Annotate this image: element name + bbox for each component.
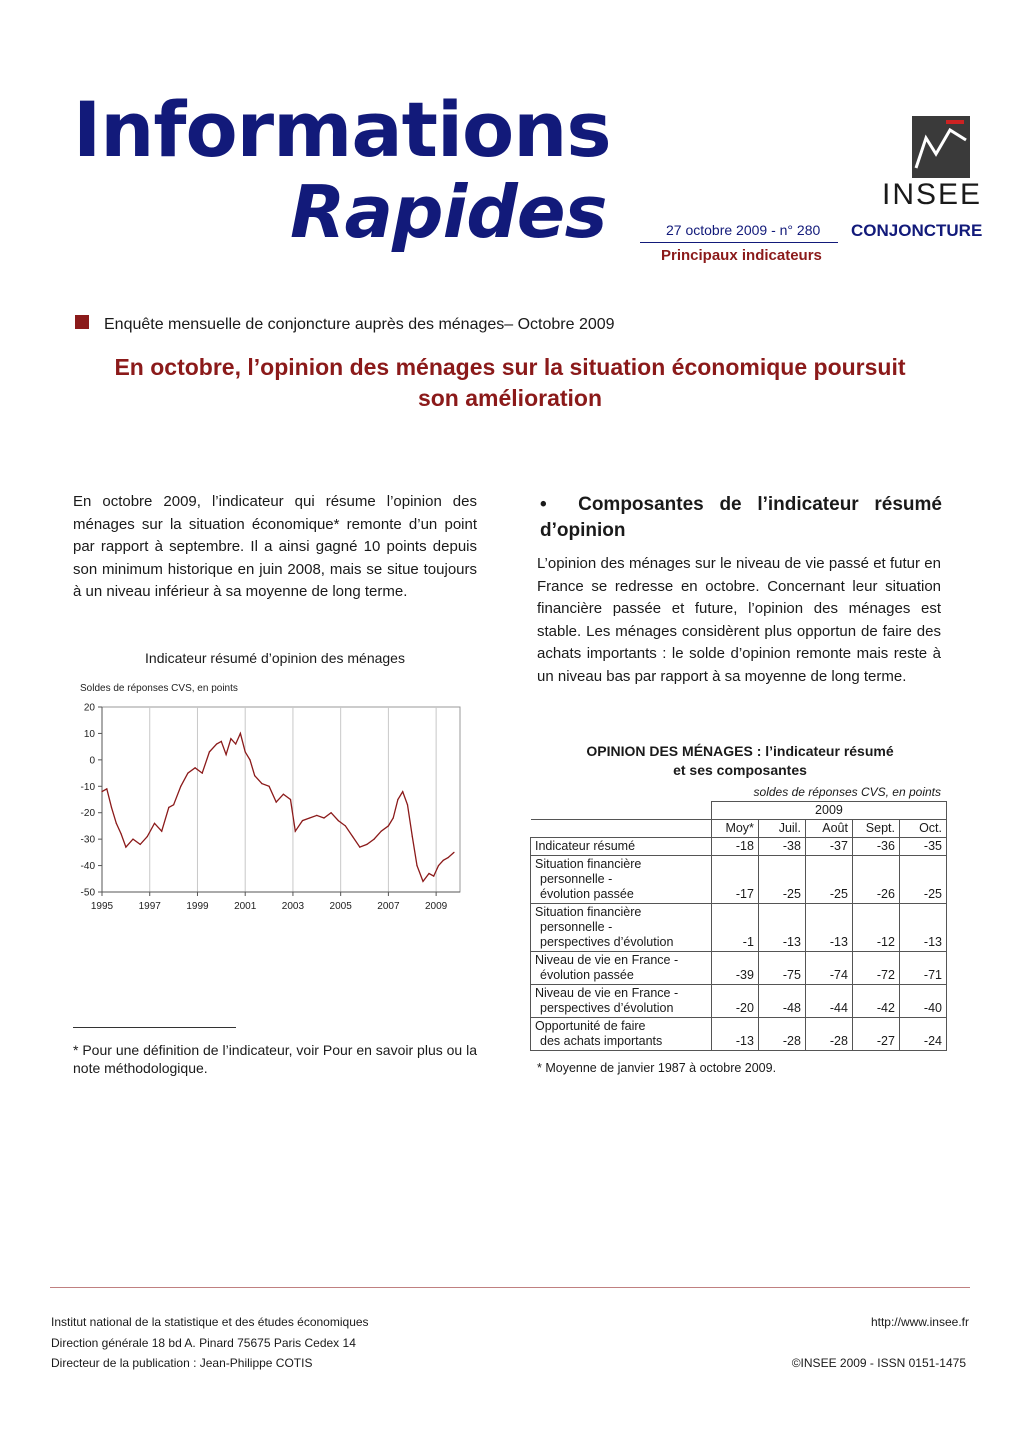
row-label-line: Situation financière <box>535 905 642 919</box>
series-label: Principaux indicateurs <box>661 247 822 264</box>
table-cell: -75 <box>758 952 805 985</box>
y-tick-label: -10 <box>80 781 95 793</box>
data-point <box>254 775 255 776</box>
data-point <box>412 836 413 837</box>
data-point <box>374 839 375 840</box>
table-cell: -28 <box>805 1018 852 1051</box>
table-row <box>531 985 947 1018</box>
data-point <box>235 743 236 744</box>
line-chart <box>70 678 470 918</box>
y-tick-label: 10 <box>83 728 95 740</box>
bullet-icon: • <box>540 494 579 515</box>
table-cell: -24 <box>899 1018 946 1051</box>
square-bullet-icon <box>75 315 89 329</box>
footer-address: Direction générale 18 bd A. Pinard 75675 Paris Cedex 14 <box>51 1336 356 1350</box>
footer-rule <box>50 1287 970 1288</box>
data-point <box>245 751 246 752</box>
data-point <box>290 799 291 800</box>
data-table <box>530 801 947 1051</box>
data-point <box>132 839 133 840</box>
footer-director: Directeur de la publication : Jean-Philippe COTIS <box>51 1356 313 1370</box>
row-label-line: Situation financière <box>535 857 642 871</box>
x-tick-label: 2001 <box>234 901 257 912</box>
table-cell: -17 <box>711 856 758 904</box>
row-label <box>531 952 712 985</box>
data-point <box>209 751 210 752</box>
data-point <box>195 767 196 768</box>
chart-title: Indicateur résumé d’opinion des ménages <box>145 650 405 666</box>
table-cell: -12 <box>852 904 899 952</box>
table-corner <box>531 820 712 838</box>
data-point <box>261 783 262 784</box>
footnote-rule <box>73 1027 236 1028</box>
col-header: Oct. <box>899 820 946 838</box>
table-note: * Moyenne de janvier 1987 à octobre 2009. <box>537 1061 777 1075</box>
data-point <box>226 754 227 755</box>
data-point <box>106 788 107 789</box>
intro-paragraph: En octobre 2009, l’indicateur qui résume l’opinion des ménages sur la situation économique* remonte d’un point par rapport à septembre. Il a ainsi gagné 10 points depuis son minimum historique en juin 2008, mais se situe toujours à un niveau inférieur à sa moyenne de long terme. <box>73 493 477 600</box>
y-tick-label: 0 <box>89 755 95 767</box>
table-cell: -13 <box>899 904 946 952</box>
survey-line: Enquête mensuelle de conjoncture auprès des ménages– Octobre 2009 <box>104 316 615 333</box>
data-point <box>359 847 360 848</box>
data-point <box>147 836 148 837</box>
insee-logo-icon <box>912 116 970 178</box>
row-label-line: des achats importants <box>540 1034 663 1048</box>
table-row <box>531 856 947 904</box>
data-point <box>121 833 122 834</box>
table-cell: -38 <box>758 838 805 856</box>
data-point <box>393 817 394 818</box>
y-tick-label: -50 <box>80 887 95 899</box>
table-row <box>531 952 947 985</box>
data-point <box>154 823 155 824</box>
footer-institute: Institut national de la statistique et des études économiques <box>51 1315 369 1329</box>
data-point <box>428 873 429 874</box>
row-label-line: évolution passée <box>540 968 634 982</box>
data-point <box>221 741 222 742</box>
table-cell: -44 <box>805 985 852 1018</box>
table-header-row <box>531 820 947 838</box>
data-point <box>448 857 449 858</box>
data-point <box>230 738 231 739</box>
table-cell: -13 <box>758 904 805 952</box>
table-cell: -74 <box>805 952 852 985</box>
table-cell: -27 <box>852 1018 899 1051</box>
data-point <box>323 817 324 818</box>
data-point <box>302 820 303 821</box>
table-cell: -39 <box>711 952 758 985</box>
data-point <box>269 786 270 787</box>
col-header: Sept. <box>852 820 899 838</box>
data-point <box>443 860 444 861</box>
row-label-line: Niveau de vie en France - <box>535 953 679 967</box>
data-point <box>240 733 241 734</box>
y-tick-label: -20 <box>80 808 95 820</box>
section-paragraph: L’opinion des ménages sur le niveau de vie passé et futur en France se redresse en octobre. Concernant leur situation financière passée et future, l’opinion des ménages est stable. Les ménages considèrent plus opportun de faire des achats importants : le solde d’opinion remonte mais reste à un niveau bas par rapport à sa moyenne de long terme. <box>537 555 941 685</box>
table-cell: -25 <box>805 856 852 904</box>
table-unit: soldes de réponses CVS, en points <box>753 785 941 799</box>
data-point <box>168 807 169 808</box>
row-label-line: Opportunité de faire <box>535 1019 646 1033</box>
logo-tagline: CONJONCTURE <box>851 221 983 240</box>
footer-url-link[interactable]: http://www.insee.fr <box>870 1315 969 1329</box>
data-point <box>173 804 174 805</box>
table-cell: -13 <box>805 904 852 952</box>
data-point <box>388 825 389 826</box>
row-label-line: perspectives d’évolution <box>540 935 674 949</box>
table-title <box>535 742 945 780</box>
x-tick-label: 2005 <box>329 901 352 912</box>
table-cell: -26 <box>852 856 899 904</box>
data-point <box>180 786 181 787</box>
table-row <box>531 1018 947 1051</box>
series-line <box>102 733 454 881</box>
y-tick-label: 20 <box>83 702 95 714</box>
data-point <box>397 799 398 800</box>
table-year: 2009 <box>711 802 946 820</box>
table-cell: -35 <box>899 838 946 856</box>
data-point <box>345 825 346 826</box>
chart-unit-label: Soldes de réponses CVS, en points <box>80 683 238 694</box>
brand-subtitle: Rapides <box>290 170 607 254</box>
data-point <box>338 820 339 821</box>
footnote: * Pour une définition de l’indicateur, voir Pour en savoir plus ou la note méthodologique. <box>73 1042 477 1076</box>
row-label-line: Indicateur résumé <box>535 839 636 853</box>
footer-copyright: ©INSEE 2009 - ISSN 0151-1475 <box>791 1356 966 1370</box>
data-point <box>249 759 250 760</box>
x-tick-label: 1995 <box>90 901 114 912</box>
table-title-line1: OPINION DES MÉNAGES : l’indicateur résumé <box>586 743 894 759</box>
data-point <box>116 823 117 824</box>
data-point <box>352 836 353 837</box>
table-cell: -71 <box>899 952 946 985</box>
headline: En octobre, l’opinion des ménages sur la situation économique poursuit son amélioration <box>114 354 906 411</box>
table-cell: -42 <box>852 985 899 1018</box>
table-cell: -13 <box>711 1018 758 1051</box>
row-label-line: perspectives d’évolution <box>540 1001 674 1015</box>
table-cell: -36 <box>852 838 899 856</box>
data-point <box>187 773 188 774</box>
table-cell: -25 <box>899 856 946 904</box>
plot-frame <box>102 707 460 892</box>
table-year-row <box>531 802 947 820</box>
table-cell: -1 <box>711 904 758 952</box>
data-point <box>438 865 439 866</box>
data-point <box>422 881 423 882</box>
issue-date: 27 octobre 2009 - n° 280 <box>666 222 821 238</box>
data-point <box>276 802 277 803</box>
row-label <box>531 904 712 952</box>
row-label-line: évolution passée <box>540 887 634 901</box>
x-tick-label: 1997 <box>138 901 161 912</box>
data-point <box>202 773 203 774</box>
table-cell: -28 <box>758 1018 805 1051</box>
data-point <box>283 794 284 795</box>
row-label <box>531 856 712 904</box>
data-point <box>453 852 454 853</box>
row-label-line: personnelle - <box>540 872 613 886</box>
x-tick-label: 2009 <box>425 901 448 912</box>
table-cell: -72 <box>852 952 899 985</box>
data-point <box>407 804 408 805</box>
data-point <box>433 876 434 877</box>
col-header: Août <box>805 820 852 838</box>
data-point <box>111 807 112 808</box>
data-point <box>381 831 382 832</box>
data-point <box>416 865 417 866</box>
data-point <box>309 817 310 818</box>
data-point <box>316 815 317 816</box>
table-cell: -25 <box>758 856 805 904</box>
table-cell: -18 <box>711 838 758 856</box>
table-cell: -20 <box>711 985 758 1018</box>
data-point <box>331 812 332 813</box>
table-cell: -37 <box>805 838 852 856</box>
row-label <box>531 985 712 1018</box>
section-heading-text: Composantes de l’indicateur résumé d’opinion <box>540 494 942 541</box>
row-label-line: personnelle - <box>540 920 613 934</box>
col-header: Juil. <box>758 820 805 838</box>
table-row <box>531 838 947 856</box>
masthead-rule <box>640 242 838 243</box>
x-tick-label: 1999 <box>186 901 209 912</box>
data-point <box>366 844 367 845</box>
y-tick-label: -30 <box>80 834 95 846</box>
col-header: Moy* <box>711 820 758 838</box>
data-point <box>216 743 217 744</box>
row-label-line: Niveau de vie en France - <box>535 986 679 1000</box>
data-point <box>125 847 126 848</box>
data-point <box>295 831 296 832</box>
y-tick-label: -40 <box>80 861 95 873</box>
table-corner <box>531 802 712 820</box>
row-label <box>531 1018 712 1051</box>
data-point <box>140 844 141 845</box>
table-cell: -48 <box>758 985 805 1018</box>
row-label <box>531 838 712 856</box>
brand-title: Informations <box>73 85 611 174</box>
data-point <box>101 791 102 792</box>
data-point <box>402 791 403 792</box>
table-row <box>531 904 947 952</box>
data-point <box>161 831 162 832</box>
logo-wordmark: INSEE <box>882 178 983 211</box>
x-tick-label: 2003 <box>281 901 305 912</box>
section-heading <box>540 492 942 544</box>
table-cell: -40 <box>899 985 946 1018</box>
table-title-line2: et ses composantes <box>673 762 807 778</box>
x-tick-label: 2007 <box>377 901 400 912</box>
